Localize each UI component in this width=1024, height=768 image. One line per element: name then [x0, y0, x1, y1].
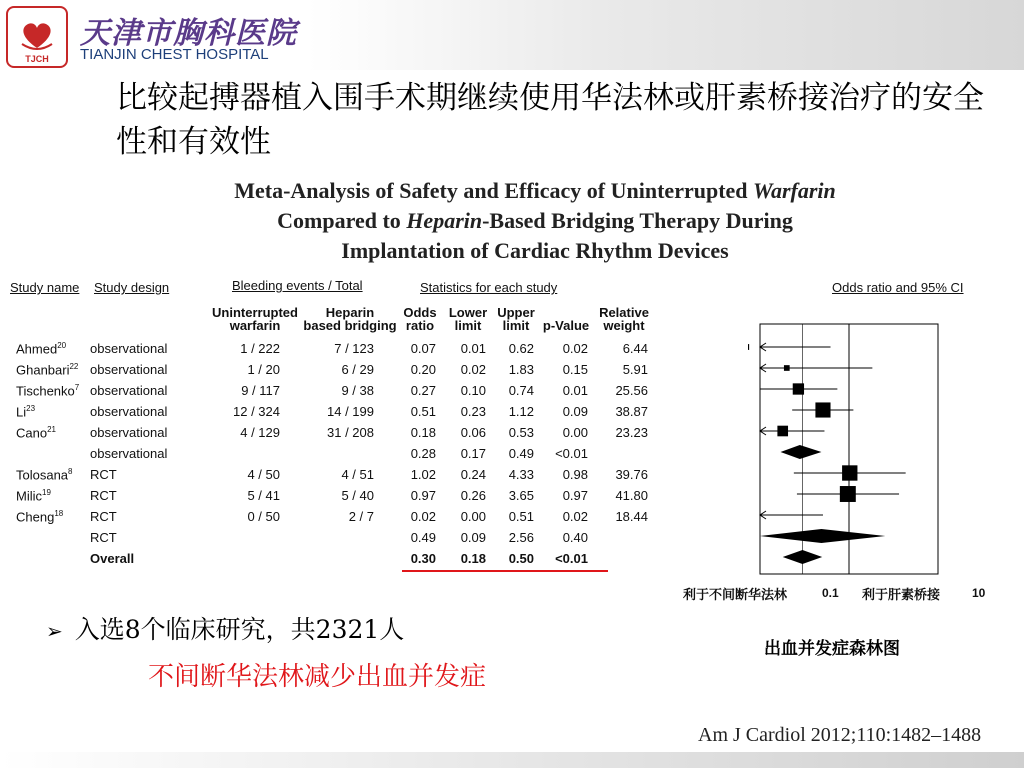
forest-diamond — [781, 445, 822, 459]
forest-point — [784, 365, 790, 371]
row-upper: 0.49 — [508, 446, 534, 461]
row-design: RCT — [90, 488, 117, 503]
row-weight: 18.44 — [615, 509, 648, 524]
row-heparin: 6 / 29 — [341, 362, 374, 377]
row-lower: 0.17 — [460, 446, 486, 461]
row-warfarin: 4 / 50 — [247, 467, 280, 482]
row-design: observational — [90, 362, 168, 377]
row-p: 0.01 — [562, 383, 588, 398]
row-lower: 0.06 — [460, 425, 486, 440]
row-p: 0.00 — [562, 425, 588, 440]
paper-title-line3: Implantation of Cardiac Rhythm Devices — [341, 238, 729, 263]
row-name: Ahmed$^{20}$ — [16, 341, 67, 357]
row-weight: 41.80 — [615, 488, 648, 503]
bullet-text: 入选8个临床研究，共2321人 — [74, 615, 405, 644]
row-p: 0.09 — [562, 404, 588, 419]
row-design: observational — [90, 383, 168, 398]
row-or: 0.07 — [410, 341, 436, 356]
col-or: Odds ratio — [403, 305, 437, 333]
row-lower: 0.09 — [460, 530, 486, 545]
forest-tick-high: 10 — [972, 586, 986, 600]
forest-diamond — [760, 529, 885, 543]
row-design: RCT — [90, 530, 117, 545]
row-warfarin: 1 / 222 — [240, 341, 280, 356]
hdr-statistics: Statistics for each study — [420, 280, 558, 295]
forest-point — [777, 426, 788, 437]
paper-title-line2a: Compared to — [277, 208, 407, 233]
row-or: 0.28 — [410, 446, 436, 461]
row-weight: 23.23 — [615, 425, 648, 440]
row-or: 0.18 — [410, 425, 436, 440]
hdr-odds-ci: Odds ratio and 95% CI — [832, 280, 964, 295]
paper-title-line2b: Heparin — [406, 208, 483, 233]
row-upper: 4.33 — [508, 467, 534, 482]
footer-band — [0, 752, 1024, 768]
hospital-logo — [6, 6, 68, 68]
row-name: Cano$^{21}$ — [16, 425, 56, 441]
row-weight: 25.56 — [615, 383, 648, 398]
citation: Am J Cardiol 2012;110:1482–1488 — [698, 724, 982, 746]
row-heparin: 2 / 7 — [348, 509, 374, 524]
row-p: 0.97 — [562, 488, 588, 503]
col-p: p-Value — [542, 318, 590, 333]
row-p-overall: <0.01 — [555, 551, 588, 566]
heart-icon — [8, 8, 66, 66]
arrow-bullet-icon: ➢ — [46, 619, 63, 643]
row-design-overall: Overall — [90, 551, 135, 566]
row-or: 0.51 — [410, 404, 436, 419]
row-upper: 0.74 — [508, 383, 534, 398]
forest-caption: 出血并发症森林图 — [764, 639, 900, 659]
row-design: observational — [90, 404, 168, 419]
row-design: observational — [90, 446, 168, 461]
logo-abbr: TJCH — [25, 54, 49, 64]
row-design: RCT — [90, 509, 117, 524]
forest-left-label: 利于不间断华法林 — [683, 588, 788, 603]
row-weight: 6.44 — [622, 341, 648, 356]
row-lower: 0.10 — [460, 383, 486, 398]
row-upper: 3.65 — [508, 488, 534, 503]
paper-title-line1b: Warfarin — [753, 178, 836, 203]
row-upper: 0.53 — [508, 425, 534, 440]
row-name: Tolosana$^8$ — [16, 467, 73, 483]
row-or: 0.20 — [410, 362, 436, 377]
row-or: 0.27 — [410, 383, 436, 398]
row-lower: 0.26 — [460, 488, 486, 503]
row-weight: 5.91 — [622, 362, 648, 377]
hdr-study-design: Study design — [94, 280, 170, 295]
forest-right-label: 利于肝素桥接 — [862, 588, 941, 603]
row-upper: 1.83 — [508, 362, 534, 377]
row-warfarin: 4 / 129 — [240, 425, 280, 440]
hospital-name-en: TIANJIN CHEST HOSPITAL — [80, 46, 269, 63]
row-or-overall: 0.30 — [410, 551, 436, 566]
row-name: Cheng$^{18}$ — [16, 509, 64, 525]
hospital-name-cn: 天津市胸科医院 — [80, 16, 297, 51]
row-name: Li$^{23}$ — [16, 404, 36, 420]
col-heparin: Heparin based bridging — [303, 305, 397, 333]
col-weight: Relative weight — [599, 305, 649, 333]
row-design: observational — [90, 425, 168, 440]
row-heparin: 7 / 123 — [334, 341, 374, 356]
row-p: <0.01 — [555, 446, 588, 461]
forest-point — [748, 344, 749, 350]
row-lower: 0.01 — [460, 341, 486, 356]
row-upper: 0.51 — [508, 509, 534, 524]
row-warfarin: 9 / 117 — [241, 383, 280, 398]
slide-title: 比较起搏器植入围手术期继续使用华法林或肝素桥接治疗的安全性和有效性 — [116, 80, 984, 160]
row-or: 0.02 — [410, 509, 436, 524]
forest-point — [815, 402, 830, 417]
row-heparin: 9 / 38 — [341, 383, 374, 398]
forest-point — [793, 383, 804, 394]
row-heparin: 31 / 208 — [327, 425, 374, 440]
forest-tick-low: 0.1 — [822, 586, 839, 600]
row-warfarin: 5 / 41 — [247, 488, 280, 503]
row-or: 0.49 — [410, 530, 436, 545]
row-weight: 39.76 — [615, 467, 648, 482]
row-lower: 0.02 — [460, 362, 486, 377]
forest-point — [842, 465, 857, 480]
row-or: 0.97 — [410, 488, 436, 503]
row-upper: 1.12 — [508, 404, 534, 419]
row-heparin: 14 / 199 — [327, 404, 374, 419]
row-upper-overall: 0.50 — [508, 551, 534, 566]
row-name: Tischenko$^7$ — [16, 383, 80, 399]
paper-title — [120, 176, 950, 266]
row-or: 1.02 — [410, 467, 436, 482]
row-warfarin: 12 / 324 — [233, 404, 280, 419]
row-heparin: 5 / 40 — [341, 488, 374, 503]
bullet-item — [46, 610, 404, 646]
row-lower: 0.23 — [460, 404, 486, 419]
row-weight: 38.87 — [615, 404, 648, 419]
row-p: 0.98 — [562, 467, 588, 482]
forest-diamond — [783, 550, 822, 564]
conclusion-text: 不间断华法林减少出血并发症 — [148, 662, 487, 692]
row-design: observational — [90, 341, 168, 356]
row-design: RCT — [90, 467, 117, 482]
row-lower: 0.24 — [460, 467, 486, 482]
row-warfarin: 1 / 20 — [247, 362, 280, 377]
row-name: Milic$^{19}$ — [16, 488, 51, 504]
forest-point — [840, 486, 856, 502]
row-lower-overall: 0.18 — [460, 551, 486, 566]
row-upper: 0.62 — [508, 341, 534, 356]
paper-title-line1a: Meta-Analysis of Safety and Efficacy of Uninterrupted — [234, 178, 754, 203]
row-heparin: 4 / 51 — [341, 467, 374, 482]
col-upper: Upper limit — [497, 305, 535, 333]
paper-title-line2c: -Based Bridging Therapy During — [482, 208, 793, 233]
forest-plot — [748, 318, 948, 580]
row-p: 0.02 — [562, 509, 588, 524]
row-p: 0.40 — [562, 530, 588, 545]
row-p: 0.02 — [562, 341, 588, 356]
row-name: Ghanbari$^{22}$ — [16, 362, 79, 378]
row-lower: 0.00 — [460, 509, 486, 524]
overall-highlight-line — [402, 570, 608, 572]
hdr-study-name: Study name — [10, 280, 80, 295]
row-p: 0.15 — [562, 362, 588, 377]
row-upper: 2.56 — [508, 530, 534, 545]
hdr-bleeding: Bleeding events / Total — [232, 278, 363, 293]
col-warfarin: Uninterrupted warfarin — [212, 305, 298, 333]
row-warfarin: 0 / 50 — [247, 509, 280, 524]
col-lower: Lower limit — [448, 305, 488, 333]
